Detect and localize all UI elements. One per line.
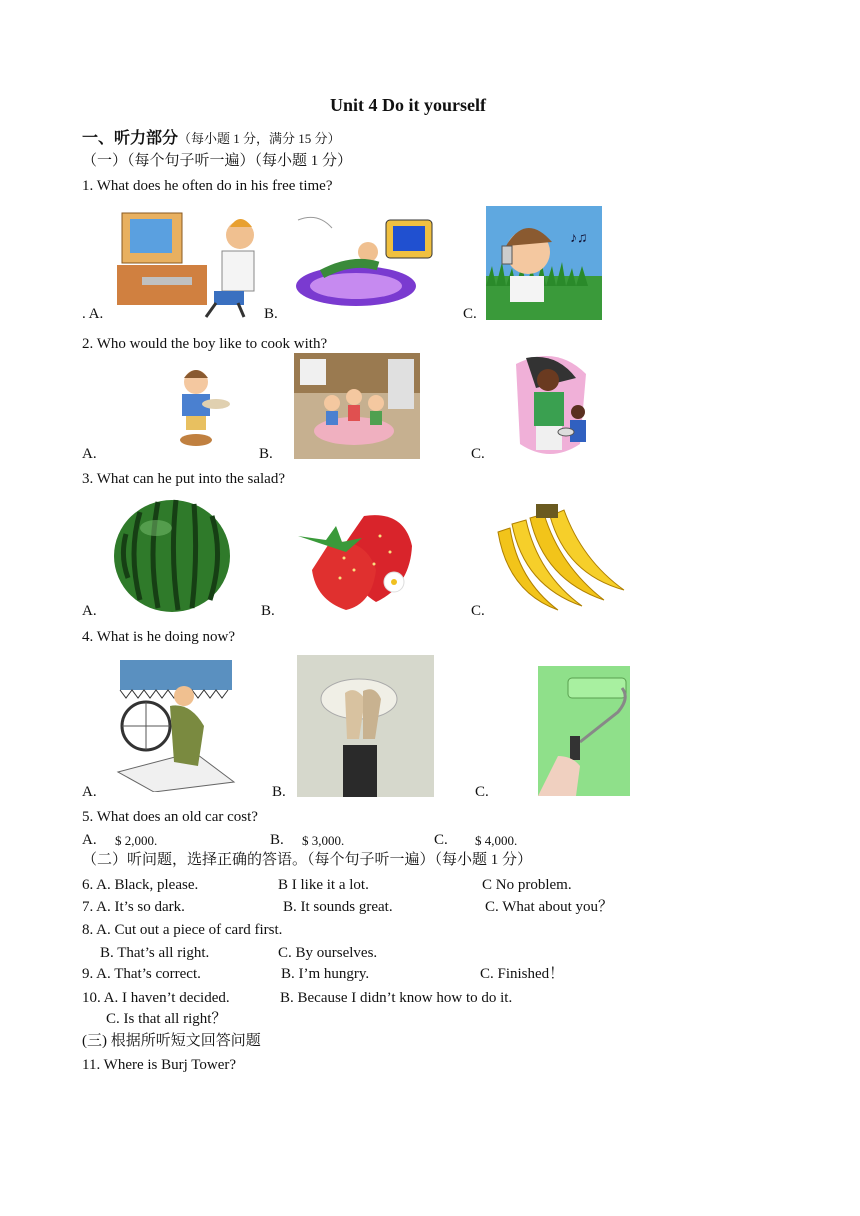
q3-text: 3. What can he put into the salad? <box>82 471 285 487</box>
q5-option-b: B. <box>270 832 284 848</box>
q2-option-b: B. <box>259 446 273 462</box>
q4-option-a: A. <box>82 784 97 800</box>
q1-text: 1. What does he often do in his free time? <box>82 178 333 194</box>
q7-option-a: 7. A. It’s so dark. <box>82 899 185 915</box>
tv-watching-image <box>292 212 440 308</box>
q6-option-c: C No problem. <box>482 877 572 893</box>
light-fixing-image <box>297 655 434 797</box>
section-heading <box>82 130 341 148</box>
q2-option-c: C. <box>471 446 485 462</box>
q4-option-b: B. <box>272 784 286 800</box>
q1-option-a: . A. <box>82 306 104 322</box>
svg-text:♪♫: ♪♫ <box>570 231 588 246</box>
q2-text: 2. Who would the boy like to cook with? <box>82 336 328 352</box>
strawberry-image <box>294 506 422 614</box>
q7-option-b: B. It sounds great. <box>283 899 393 915</box>
q6-option-b: B I like it a lot. <box>278 877 369 893</box>
q3-option-a: A. <box>82 603 97 619</box>
page-title: Unit 4 Do it yourself <box>330 95 486 115</box>
q11-text: 11. Where is Burj Tower? <box>82 1057 237 1073</box>
q5-option-c: C. <box>434 832 448 848</box>
q5-option-c-value: $ 4,000. <box>475 833 518 848</box>
q8-option-b: B. That’s all right. <box>100 945 210 961</box>
q10-option-c: C. Is that all right？ <box>106 1011 227 1027</box>
family-kitchen-image <box>294 353 420 459</box>
q2-option-a: A. <box>82 446 97 462</box>
q10-option-b: B. Because I didn’t know how to do it. <box>280 990 513 1006</box>
section-heading-label: 一、听力部分 <box>82 130 179 147</box>
q7-option-c: C. What about you？ <box>485 899 614 915</box>
q5-option-b-value: $ 3,000. <box>302 833 345 848</box>
computer-user-image <box>112 203 268 319</box>
boy-alone-image <box>162 366 234 448</box>
q9-option-c: C. Finished！ <box>480 966 565 982</box>
q1-option-c: C. <box>463 306 477 322</box>
q9-option-b: B. I’m hungry. <box>281 966 370 982</box>
part3-label: (三) 根据所听短文回答问题 <box>82 1033 261 1049</box>
section-heading-note: （每小题 1 分，满分 15 分） <box>178 131 341 146</box>
part1-label: （一）（每个句子听一遍）（每小题 1 分） <box>82 153 353 169</box>
part2-label: （二）听问题，选择正确的答语。（每个句子听一遍）（每小题 1 分） <box>82 852 533 868</box>
watermelon-image <box>112 494 236 614</box>
q3-option-c: C. <box>471 603 485 619</box>
q10-option-a: 10. A. I haven’t decided. <box>82 990 230 1006</box>
q5-text: 5. What does an old car cost? <box>82 809 258 825</box>
q6-option-a: 6. A. Black, please. <box>82 877 199 893</box>
q5-option-a-value: $ 2,000. <box>115 833 158 848</box>
q8-option-a: 8. A. Cut out a piece of card first. <box>82 922 283 938</box>
music-listening-image <box>486 206 602 320</box>
q4-option-c: C. <box>475 784 489 800</box>
q4-text: 4. What is he doing now? <box>82 629 236 645</box>
banana-image <box>494 502 628 614</box>
q9-option-a: 9. A. That’s correct. <box>82 966 201 982</box>
q5-option-a: A. <box>82 832 97 848</box>
q1-option-b: B. <box>264 306 278 322</box>
q8-option-c: C. By ourselves. <box>278 945 378 961</box>
wall-painting-image <box>538 666 630 796</box>
bike-repair-image <box>114 656 238 792</box>
q3-option-b: B. <box>261 603 275 619</box>
father-son-cooking-image <box>496 354 598 458</box>
